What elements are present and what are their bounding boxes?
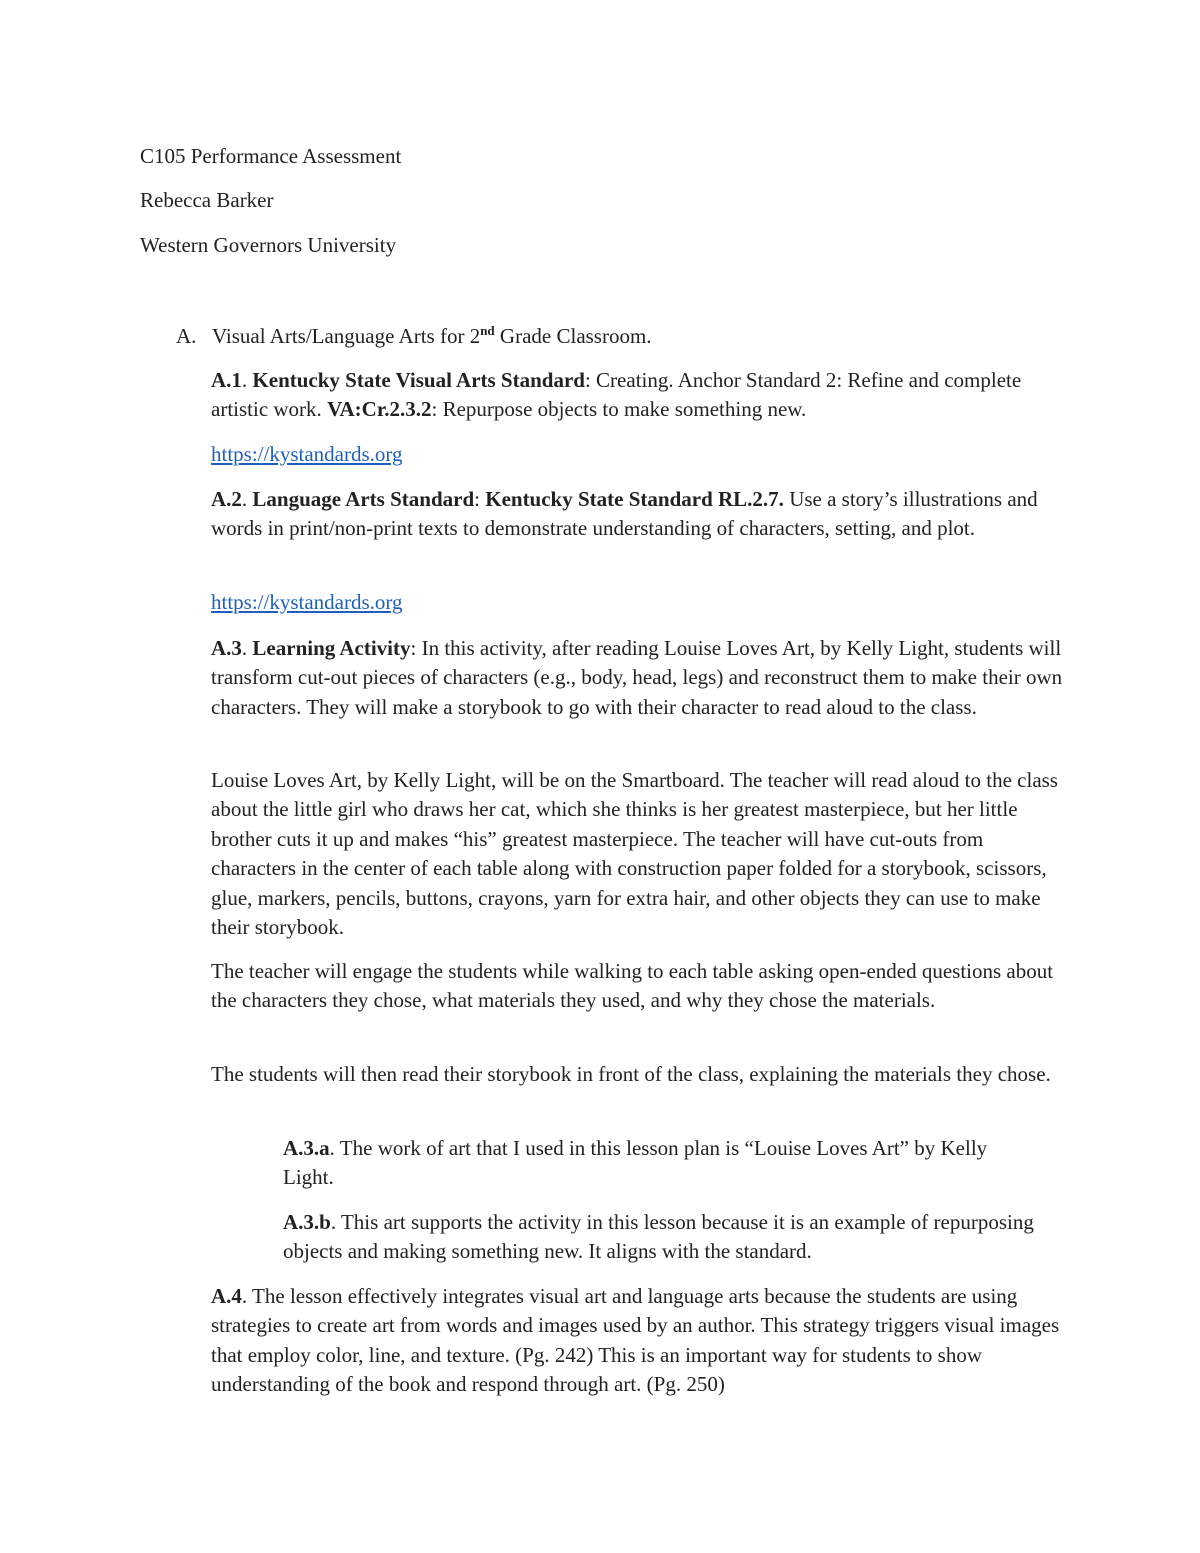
a2-title: Language Arts Standard: [252, 487, 475, 511]
a3a-label: A.3.a: [283, 1136, 330, 1160]
link-paragraph-1: [211, 440, 1071, 469]
a1-separator: .: [241, 368, 253, 392]
paragraph-a3a: [283, 1134, 1043, 1193]
author-name: Rebecca Barker: [140, 188, 274, 212]
section-a-heading: [176, 322, 652, 350]
a2-label: A.2: [211, 487, 242, 511]
paragraph-engage: The teacher will engage the students while walking to each table asking open-ended questions about the characters they chose, what materials they used, and why they chose the materials.: [211, 959, 1054, 1013]
section-a-heading-suffix: Grade Classroom.: [494, 324, 652, 348]
a1-text-end: : Repurpose objects to make something new.: [431, 397, 807, 422]
institution-name: Western Governors University: [140, 233, 397, 257]
a2-standard: Kentucky State Standard RL.2.7.: [485, 487, 784, 511]
paragraph-a3b: [283, 1208, 1043, 1267]
a2-text: Use a story’s illustrations and words in print/non-print texts to demonstrate understanding of characters, setting, and plot.: [211, 487, 1038, 541]
link-paragraph-2: [211, 588, 1071, 617]
a3b-label: A.3.b: [283, 1210, 331, 1234]
a4-text: . The lesson effectively integrates visual art and language arts because the students are using strategies to create art from words and images used by an author. This strategy triggers visual images that employ color, line, and texture. (Pg. 242) This is an important way for students to show understanding of the book and respond through art. (Pg. 250): [211, 1284, 1060, 1397]
a3-separator: .: [241, 636, 253, 660]
a1-standard-code: VA:Cr.2.3.2: [327, 397, 432, 422]
paragraph-louise: Louise Loves Art, by Kelly Light, will be on the Smartboard. The teacher will read aloud to the class about the little girl who draws her cat, which she thinks is her greatest masterpiece, but her little brother cuts it up and makes “his” greatest masterpiece. The teacher will have cut-outs from characters in the center of each table along with construction paper folded for a storybook, scissors, glue, markers, pencils, buttons, crayons, yarn for extra hair, and other objects they can use to make their storybook.: [211, 768, 1058, 940]
a3-title: Learning Activity: [252, 636, 411, 660]
a4-label: A.4: [211, 1284, 242, 1308]
paragraph-a1: [211, 366, 1071, 425]
section-a-heading-text: Visual Arts/Language Arts for 2: [212, 324, 481, 348]
a1-title: Kentucky State Visual Arts Standard: [252, 368, 585, 392]
a3-text: : In this activity, after reading Louise Loves Art, by Kelly Light, students will transform cut-out pieces of characters (e.g., body, head, legs) and reconstruct them to make their own characters. They will make a storybook to go with their character to read aloud to the class.: [211, 636, 1063, 719]
paragraph-a3: [211, 634, 1071, 722]
paragraph-read: The students will then read their storybook in front of the class, explaining the materials they chose.: [211, 1062, 1051, 1086]
a2-separator-2: :: [474, 487, 486, 511]
kystandards-link-2[interactable]: https://kystandards.org: [211, 590, 403, 614]
a1-label: A.1: [211, 368, 242, 392]
section-a-heading-superscript: nd: [480, 323, 495, 338]
a2-separator: .: [241, 487, 253, 511]
a3-label: A.3: [211, 636, 242, 660]
paragraph-a2: [211, 485, 1071, 544]
a1-text: : Creating. Anchor Standard 2: Refine and complete artistic work.: [211, 368, 1022, 422]
a3b-text: . This art supports the activity in this lesson because it is an example of repurposing objects and making something new. It aligns with the standard.: [283, 1210, 1034, 1264]
paragraph-a4: [211, 1282, 1071, 1400]
section-a-letter: A.: [176, 324, 197, 348]
a3a-text: . The work of art that I used in this lesson plan is “Louise Loves Art” by Kelly Light.: [283, 1136, 988, 1190]
kystandards-link-1[interactable]: https://kystandards.org: [211, 442, 403, 466]
document-title: C105 Performance Assessment: [140, 144, 402, 168]
